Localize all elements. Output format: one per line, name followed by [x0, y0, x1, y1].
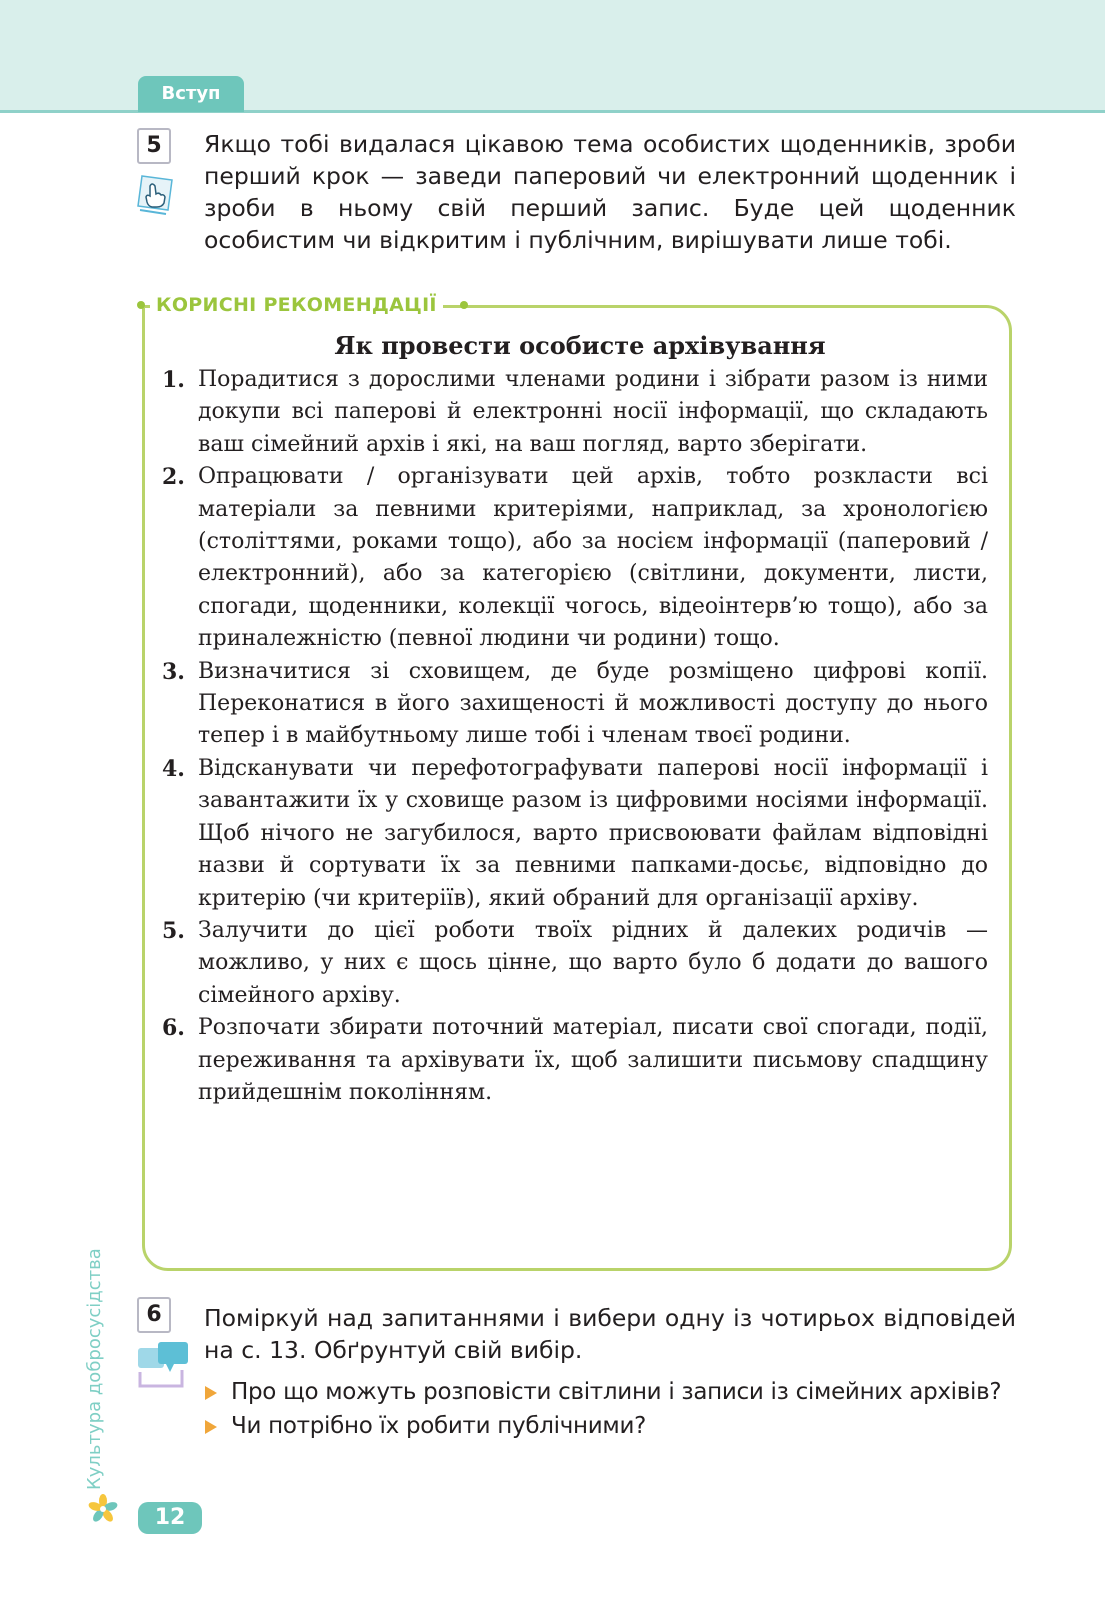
list-item	[205, 1375, 1025, 1409]
item-text: Відсканувати чи перефотографувати паперові носії інформації і завантажити їх у сховище разом із цифровими носіями інформації. Щоб нічого не загубилося, варто присвоювати файлам відповідні назви й сортувати їх за певними папками-досьє, відповідно до критерію (чи критеріїв), який обраний для організації архіву.	[198, 755, 988, 911]
list-item	[205, 1409, 1025, 1443]
list-item	[162, 915, 988, 1012]
item-text: Розпочати збирати поточний матеріал, писати свої спогади, події, переживання та архівувати їх, щоб залишити письмову спадщину прийдешнім поколінням.	[198, 1015, 988, 1105]
list-item	[162, 656, 988, 753]
flower-icon	[88, 1494, 118, 1524]
section-tab: Вступ	[138, 76, 244, 112]
task-number-6: 6	[137, 1297, 171, 1333]
label-dot-right	[460, 301, 468, 309]
list-item	[162, 461, 988, 655]
label-dot-left	[137, 301, 145, 309]
item-text: Опрацювати / організувати цей архів, тобто розкласти всі матеріали за певними критеріями, наприклад, за хронологією (століттями, роками тощо), або за носієм інформації (паперовий / електронний), або за категорією (світлини, документи, листи, спогади, щоденники, колекції чогось, відеоінтерв’ю тощо), або за приналежністю (певної людини чи родини) тощо.	[198, 464, 988, 652]
recommendations-label: КОРИСНІ РЕКОМЕНДАЦІЇ	[150, 290, 443, 320]
list-item	[162, 1012, 988, 1109]
questions-list	[205, 1375, 1025, 1443]
pointing-hand-icon	[136, 170, 180, 216]
item-text: Залучити до цієї роботи твоїх рідних й далеких родичів — можливо, у них є щось цінне, що варто було б додати до вашого сімейного архіву.	[198, 917, 988, 1008]
triangle-bullet-icon	[205, 1386, 217, 1400]
side-running-title: Культура добросусідства	[84, 1248, 105, 1490]
item-number: 4.	[162, 755, 185, 782]
discussion-icon	[136, 1338, 192, 1390]
question-text: Чи потрібно їх робити публічними?	[231, 1413, 647, 1439]
task-number-5: 5	[137, 128, 171, 164]
item-text: Порадитися з дорослими членами родини і зібрати разом із ними докупи всі паперові й електронні носії інформації, що складають ваш сімейний архів і які, на ваш погляд, варто зберігати.	[198, 367, 988, 457]
item-number: 5.	[162, 917, 185, 944]
item-number: 3.	[162, 658, 185, 685]
list-item	[162, 364, 988, 461]
question-text: Про що можуть розповісти світлини і записи із сімейних архівів?	[231, 1379, 1002, 1405]
page-number: 12	[138, 1502, 202, 1534]
task6-text: Поміркуй над запитаннями і вибери одну із чотирьох відповідей на с. 13. Обґрунтуй свій вибір.	[204, 1304, 1016, 1364]
item-number: 2.	[162, 464, 185, 491]
item-text: Визначитися зі сховищем, де буде розміщено цифрові копії. Переконатися в його захищеності й можливості доступу до нього тепер і в майбутньому лише тобі і членам твоєї родини.	[198, 658, 988, 749]
recommendations-list	[162, 364, 988, 1109]
recommendations-title: Як провести особисте архівування	[334, 331, 826, 360]
item-number: 6.	[162, 1015, 185, 1042]
task5-text: Якщо тобі видалася цікавою тема особистих щоденників, зроби перший крок — заведи паперовий чи електронний щоденник і зроби в ньому свій перший запис. Буде цей щоденник особистим чи відкритим і публічним, вирішувати лише тобі.	[204, 130, 1016, 254]
list-item	[162, 753, 988, 915]
item-number: 1.	[162, 367, 185, 393]
triangle-bullet-icon	[205, 1420, 217, 1434]
